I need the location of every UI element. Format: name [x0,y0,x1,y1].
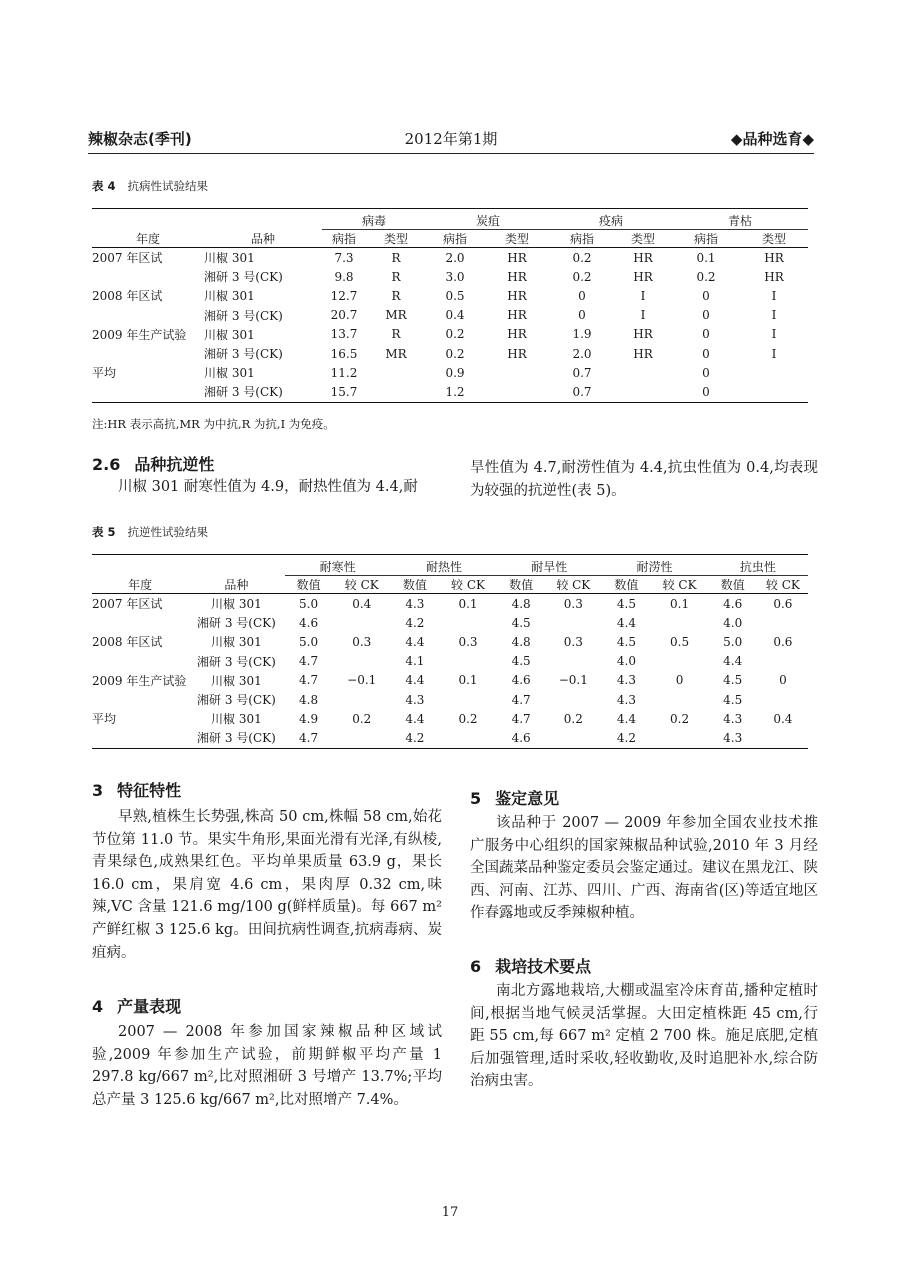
table-cell: 4.3 [405,596,425,611]
col-year: 年度 [92,555,188,594]
table-cell: HR [507,250,527,265]
col-year: 年度 [92,209,204,248]
table-cell [92,690,188,709]
sub-header: 病指 [672,230,740,248]
table-cell: 0.2 [670,711,690,726]
table-cell: 2009 年生产试验 [92,673,187,688]
sub-header: 数值 [708,576,758,594]
table-cell: 4.3 [616,692,636,707]
table-cell: 5.0 [299,634,319,649]
table-cell: 4.4 [405,634,425,649]
table-cell [439,613,497,632]
table-row [92,248,808,268]
table-row [92,728,808,748]
table4-note: 注:HR 表示高抗,MR 为中抗,R 为抗,I 为免疫。 [92,417,335,431]
table-cell: 0 [672,382,740,402]
table-cell: 4.6 [299,615,319,630]
table-cell: 0 [702,346,710,361]
table-cell: I [640,308,646,323]
table-cell [439,652,497,671]
table-cell: 4.2 [391,728,439,748]
table-row [92,267,808,286]
table-cell: 湘研 3 号(CK) [197,616,276,631]
col-variety: 品种 [204,209,322,248]
table-cell [758,652,808,671]
table-cell: HR [633,346,653,361]
table-cell: 2008 年区试 [92,635,163,650]
table-cell: I [771,288,777,303]
sub-header: 类型 [484,230,550,248]
running-header [88,128,814,152]
sub-header: 数值 [285,576,333,594]
table-cell [652,690,708,709]
group-header: 耐旱性 [497,555,601,576]
sub-header: 类型 [740,230,808,248]
table-cell: R [391,269,401,284]
section-title: 栽培技术要点 [495,957,592,976]
paragraph: 该品种于 2007 — 2009 年参加全国农业技术推广服务中心组织的国家辣椒品种试验,2010 年 3 月经全国蔬菜品种鉴定委员会鉴定通过。建议在黑龙江、陕西、河南、江苏、四川、广西、海南省(区)等适宜地区作春露地或反季辣椒种植。 [470,815,818,922]
table-cell: 3.0 [445,269,465,284]
table-cell: 4.8 [511,596,531,611]
table-cell: 4.6 [511,673,531,688]
table-cell: 0.1 [458,596,478,611]
table-cell: 4.3 [708,728,758,748]
table4-caption [92,178,208,194]
table-cell [740,363,808,382]
group-header: 病毒 [322,209,426,230]
table-cell: HR [507,308,527,323]
table-cell: 4.0 [723,615,743,630]
table-cell: 4.9 [299,711,319,726]
table-cell: 0.1 [458,673,478,688]
paragraph: 南北方露地栽培,大棚或温室冷床育苗,播种定植时间,根据当地气候灵活掌握。大田定植株距 45 cm,行距 55 cm,每 667 m² 定植 2 700 株。施足底肥,定植后加强管理,适时采收,轻收勤收,及时追肥补水,综合防治病虫害。 [470,983,818,1090]
table-cell [439,690,497,709]
table-cell: 2008 年区试 [92,289,163,304]
table-cell: 0.3 [352,634,372,649]
table-cell: 0.6 [773,596,793,611]
table-cell: 0 [578,288,586,303]
table-cell: 1.2 [426,382,484,402]
table-cell [333,728,391,748]
table-cell: 9.8 [334,269,354,284]
table-row [92,709,808,728]
table-cell: 川椒 301 [204,251,255,266]
table-cell: 4.5 [616,634,636,649]
table-row [92,613,808,632]
table-cell [545,613,601,632]
table-cell: 0.2 [572,250,592,265]
table-cell: R [391,327,401,342]
table-cell: 4.2 [405,615,425,630]
group-header: 疫病 [550,209,672,230]
table-cell: R [391,288,401,303]
group-header: 青枯 [672,209,808,230]
paragraph: 2007 — 2008 年参加国家辣椒品种区域试验,2009 年参加生产试验，前期鲜椒平均产量 1 297.8 kg/667 m²,比对照湘研 3 号增产 13.7%;平均总产量 3 125.6 kg/667 m²,比对照增产 7.4%。 [92,1024,442,1108]
table-cell: 4.4 [616,615,636,630]
table-cell: HR [507,269,527,284]
table-cell [652,652,708,671]
table5-label: 表 5 [92,525,116,539]
table-cell: 湘研 3 号(CK) [204,382,322,402]
section-number: 6 [470,957,482,976]
table-cell: 0.2 [445,346,465,361]
table5 [92,554,808,749]
table-cell [92,728,188,748]
table-cell: 川椒 301 [211,597,262,612]
section-heading [470,954,591,977]
table-cell: 0.2 [563,711,583,726]
group-header: 耐寒性 [285,555,391,576]
section-title: 产量表现 [117,997,182,1016]
table-cell: 0 [675,673,684,688]
page-number: 17 [441,1205,459,1220]
table4 [92,208,808,403]
table-cell: 0.6 [773,634,793,649]
sub-header: 较 CK [439,576,497,594]
table-cell: 0 [702,308,710,323]
table-cell [545,652,601,671]
table-cell: 5.0 [299,596,319,611]
table-cell: HR [633,250,653,265]
table-cell: 0.1 [696,250,716,265]
table-cell: 0 [779,673,787,688]
table-cell [758,613,808,632]
table-cell: 4.6 [723,596,743,611]
table-cell: 0 [702,365,710,380]
table-cell [439,728,497,748]
sub-header: 数值 [391,576,439,594]
table-cell: 湘研 3 号(CK) [197,654,276,669]
table-cell: 4.7 [285,728,333,748]
table-cell: 5.0 [723,634,743,649]
section-heading [92,778,181,801]
table-row [92,690,808,709]
table-cell: 4.8 [299,692,319,707]
table-cell: 4.5 [723,673,743,688]
table-cell: 0.4 [773,711,793,726]
sub-header: 数值 [497,576,545,594]
table-cell: 15.7 [322,382,366,402]
table-cell: 16.5 [330,346,358,361]
table-cell: 0.2 [445,327,465,342]
table-cell: 4.2 [601,728,651,748]
table-cell: 4.6 [497,728,545,748]
table-row [92,286,808,305]
sub-header: 病指 [426,230,484,248]
group-header: 耐热性 [391,555,497,576]
issue-label: 2012年第1期 [404,130,498,148]
table-cell: 0.2 [572,269,592,284]
table-cell [484,382,550,402]
table-cell: I [771,308,777,323]
table-cell: −0.1 [347,673,377,688]
table-cell: 4.5 [616,596,636,611]
table-cell: 湘研 3 号(CK) [204,347,283,362]
table-row [92,671,808,690]
table-cell: 0.4 [352,596,372,611]
table-cell: 0 [578,308,586,323]
table-cell: 13.7 [330,327,358,342]
header-rule [88,153,814,154]
table-cell: 川椒 301 [211,635,262,650]
table-cell: 0 [702,327,710,342]
table-cell: I [771,327,777,342]
table-cell: 4.3 [616,673,636,688]
table-cell [366,382,426,402]
table-row [92,594,808,614]
group-header: 耐涝性 [601,555,707,576]
table-cell [545,728,601,748]
sub-header: 数值 [601,576,651,594]
table-cell: 4.4 [405,711,425,726]
table-cell: 7.3 [334,250,354,265]
table-cell: 2.0 [572,346,592,361]
table-cell: 平均 [92,366,117,381]
col-variety: 品种 [188,555,284,594]
table-cell [758,728,808,748]
table-cell: 4.5 [511,615,531,630]
table-cell: 4.5 [511,654,531,669]
table-cell: 20.7 [330,308,358,323]
table-cell: MR [385,346,407,361]
table-cell [92,382,204,402]
sub-header: 病指 [550,230,614,248]
table-cell: 0.2 [696,269,716,284]
table-cell: 2009 年生产试验 [92,327,187,342]
table-cell: HR [764,269,784,284]
paragraph: 川椒 301 耐寒性值为 4.9，耐热性值为 4.4,耐 [118,479,418,495]
table-cell: 湘研 3 号(CK) [188,728,284,748]
section-title: 鉴定意见 [495,789,560,808]
table-cell [92,267,204,286]
table-cell: 0 [702,288,710,303]
table4-title: 抗病性试验结果 [127,179,209,193]
table-row [92,325,808,344]
table-cell [92,652,188,671]
table-cell: 4.5 [723,692,743,707]
table-cell [333,690,391,709]
table-cell: 0.2 [352,711,372,726]
table-cell: 湘研 3 号(CK) [204,270,283,285]
table-cell: 4.3 [405,692,425,707]
table-cell: 川椒 301 [211,673,262,688]
section-heading [92,994,181,1017]
section-number: 4 [92,997,104,1016]
table-cell: HR [633,269,653,284]
table-row [92,344,808,363]
table-cell: 4.7 [299,654,319,669]
table-cell: 4.4 [723,654,743,669]
table-cell: 2007 年区试 [92,251,163,266]
sub-header: 类型 [614,230,672,248]
table-row [92,363,808,382]
table-cell [92,344,204,363]
table-cell: 11.2 [330,365,358,380]
table-cell [333,652,391,671]
table-cell: 0.7 [550,382,614,402]
table-cell [484,363,550,382]
table-cell [652,728,708,748]
paragraph: 旱性值为 4.7,耐涝性值为 4.4,抗虫性值为 0.4,均表现为较强的抗逆性(表 5)。 [470,460,818,499]
sub-header: 病指 [322,230,366,248]
table-cell: −0.1 [558,673,588,688]
sub-header: 较 CK [545,576,601,594]
table-cell: 2.0 [445,250,465,265]
section-heading [92,452,214,475]
table-row [92,306,808,325]
journal-name: 辣椒杂志(季刊) [88,130,192,148]
table-cell [614,382,672,402]
section-title: 特征特性 [117,781,182,800]
table-cell: 0.1 [670,596,690,611]
table4-label: 表 4 [92,179,116,193]
table-cell: 0.5 [670,634,690,649]
table-cell: 0.3 [563,634,583,649]
table-cell [92,613,188,632]
table-cell: 0.7 [572,365,592,380]
sub-header: 较 CK [758,576,808,594]
table-cell: I [640,288,646,303]
table-cell: 川椒 301 [204,327,255,342]
table-cell: 川椒 301 [204,366,255,381]
table5-title: 抗逆性试验结果 [127,525,209,539]
table-cell: 4.7 [511,692,531,707]
table-cell: HR [633,327,653,342]
table-cell: 4.4 [405,673,425,688]
sub-header: 较 CK [333,576,391,594]
table-cell: R [391,250,401,265]
group-header: 炭疽 [426,209,550,230]
table-cell: HR [507,327,527,342]
paragraph: 早熟,植株生长势强,株高 50 cm,株幅 58 cm,始花节位第 11.0 节。果实牛角形,果面光滑有光泽,有纵棱,青果绿色,成熟果红色。平均单果质量 63.9 g，果长 16.0 cm，果肩宽 4.6 cm，果肉厚 0.32 cm,味辣,VC 含量 121.6 mg/100 g(鲜样质量)。每 667 m² 产鲜红椒 3 125.6 kg。田间抗病性调查,抗病毒病、炭疽病。 [92,809,442,961]
section-label: ◆品种选育◆ [730,130,814,148]
table-cell: 0.3 [458,634,478,649]
table-cell: 川椒 301 [204,289,255,304]
table-cell: 湘研 3 号(CK) [204,308,283,323]
table-cell: 0.9 [445,365,465,380]
table-cell [333,613,391,632]
table-cell: 4.7 [511,711,531,726]
group-header: 抗虫性 [708,555,808,576]
table-cell: 0.4 [445,308,465,323]
table-cell: 川椒 301 [211,712,262,727]
table-cell [614,363,672,382]
section-number: 2.6 [92,455,121,474]
table-cell: I [771,346,777,361]
table-row [92,382,808,402]
table-cell: 2007 年区试 [92,597,163,612]
section-number: 3 [92,781,104,800]
table-cell: 0.2 [458,711,478,726]
table-cell: 0.3 [563,596,583,611]
table-row [92,632,808,651]
section-heading [470,786,559,809]
table-cell [740,382,808,402]
table-cell: 4.4 [616,711,636,726]
table-cell: 湘研 3 号(CK) [197,693,276,708]
table-cell: 4.7 [299,673,319,688]
table-cell: HR [507,346,527,361]
table-cell: 12.7 [330,288,358,303]
table-cell [758,690,808,709]
section-number: 5 [470,789,482,808]
table-cell: 0.5 [445,288,465,303]
table5-caption [92,524,208,540]
sub-header: 较 CK [652,576,708,594]
table-cell [366,363,426,382]
table-cell: HR [507,288,527,303]
table-row [92,652,808,671]
table-cell: 4.1 [405,654,425,669]
table-cell: 平均 [92,712,117,727]
table-cell [545,690,601,709]
table-cell: HR [764,250,784,265]
table-cell: 1.9 [572,327,592,342]
sub-header: 类型 [366,230,426,248]
table-cell: 4.3 [723,711,743,726]
table-cell: MR [385,308,407,323]
table-cell: 4.0 [616,654,636,669]
section-title: 品种抗逆性 [134,455,215,474]
table-cell [652,613,708,632]
table-cell: 4.8 [511,634,531,649]
table-cell [92,306,204,325]
